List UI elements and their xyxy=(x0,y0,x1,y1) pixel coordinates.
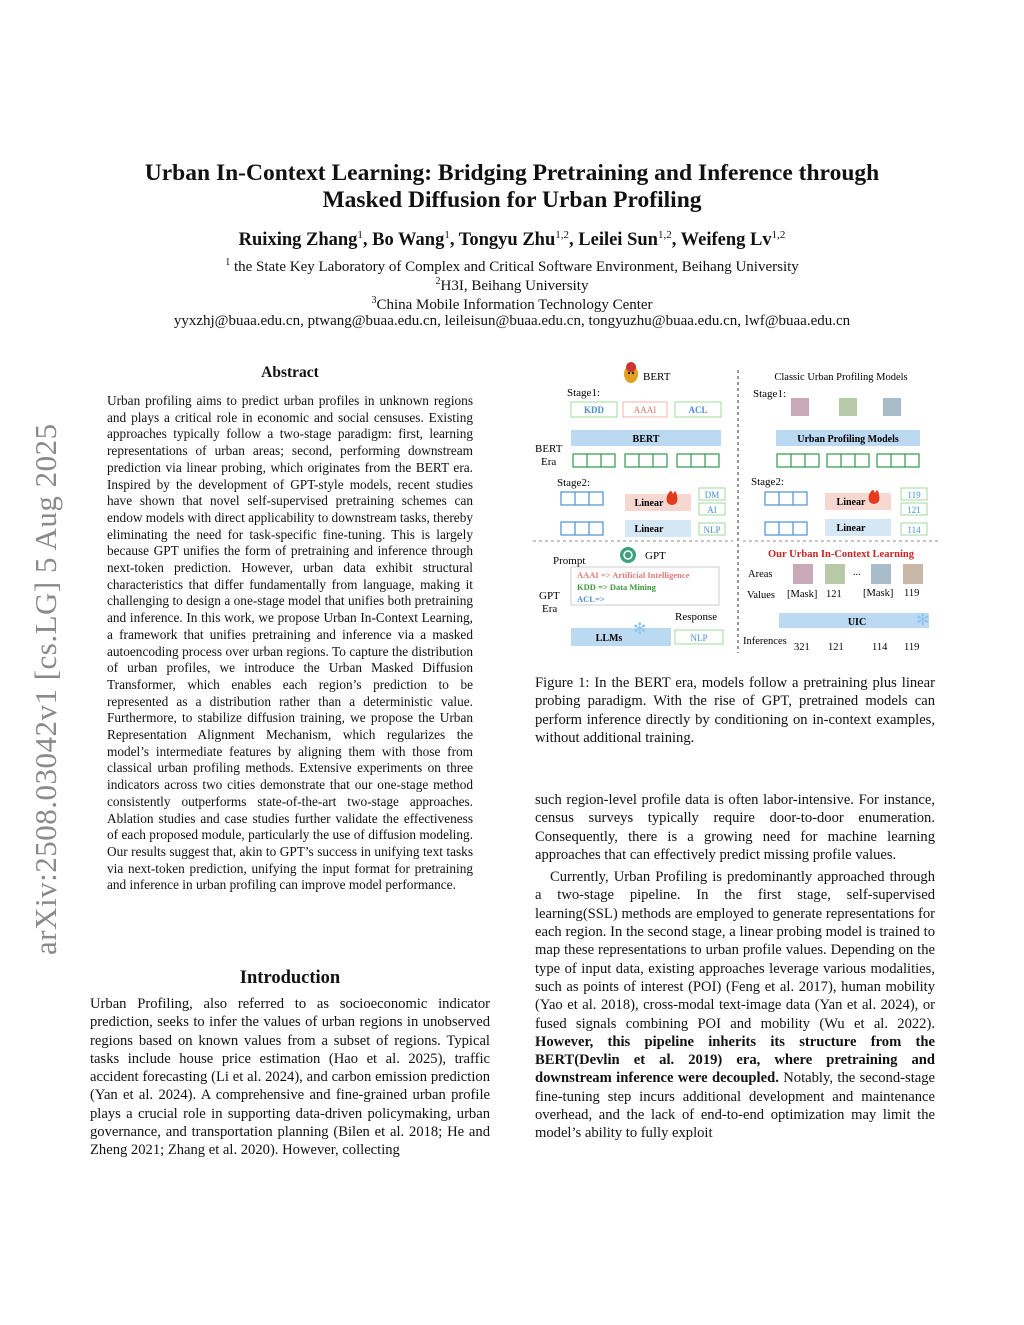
author-sup: 1 xyxy=(357,229,363,241)
affiliation-2 xyxy=(100,276,924,295)
aff-sup: 3 xyxy=(371,295,377,306)
author-name: Weifeng Lv xyxy=(680,230,772,251)
aff-text: the State Key Laboratory of Complex and Critical Software Environment, Beihang University xyxy=(230,259,799,275)
inference-3: 114 xyxy=(872,642,888,653)
value-1: [Mask] xyxy=(787,589,818,600)
bert-box-label: BERT xyxy=(632,434,660,445)
linear-label-2: Linear xyxy=(634,524,664,535)
urban-embedding-row-2 xyxy=(765,492,807,535)
urban-embedding-row-1 xyxy=(777,454,919,467)
gpt-logo-icon xyxy=(620,547,636,563)
arxiv-sidebar xyxy=(28,375,63,955)
title-line-1: Urban In-Context Learning: Bridging Pretraining and Inference through xyxy=(144,160,880,186)
author-list: Ruixing Zhang$^1$, Bo Wang$^1$, Tongyu Zhu$^{1,2}$, Leilei Sun$^{1,2}$, Weifeng Lv$^{1,2}$ xyxy=(238,229,786,251)
urban-panel xyxy=(743,372,938,653)
para2-bold: However, this pipeline inherits its structure from the BERT(Devlin et al. 2019) era, where pretraining and downstream inference were decoupled. xyxy=(535,1033,935,1087)
stage2-label-right: Stage2: xyxy=(751,476,784,488)
linear-label-1: Linear xyxy=(634,498,664,509)
introduction-heading: Introduction xyxy=(239,968,341,988)
out-119: 119 xyxy=(907,490,921,500)
fire-icon xyxy=(667,491,678,505)
figure-1-svg xyxy=(533,358,938,658)
intro-paragraph: Urban Profiling, also referred to as socioeconomic indicator prediction, seeks to infer the values of urban regions in unobserved regions based on known values from a subset of regions. Typical tasks include house price estimation (Hao et al. 2025), traffic accident forecasting (Li et al. 2024), and carbon emission prediction (Yan et al. 2024). A comprehensive and fine-grained urban profile plays a crucial role in supporting data-driven policymaking, urban governance, and transportation planning (Bilen et al. 2018; He and Zheng 2021; Zhang et al. 2020). However, collecting xyxy=(90,996,490,1159)
author-sup: 1,2 xyxy=(555,229,570,241)
arxiv-id: arXiv:2508.03042v1 [cs.LG] 5 Aug 2025 xyxy=(28,423,63,955)
out-121: 121 xyxy=(907,505,921,515)
para2-text-a: Currently, Urban Profiling is predominantly approached through a two-stage pipeline. In the first stage, self-supervised learning(SSL) methods are employed to generate representations for each region. In the second stage, a linear probing model is trained to map these representations to urban profile values. Depending on the type of input data, existing approaches leverage various modalities, such as points of interest (POI) (Feng et al. 2017), human mobility (Yao et al. 2018), cross-modal text-image data (Yan et al. 2024), or fused signals combining POI and mobility (Wu et al. 2022). xyxy=(535,869,935,1032)
value-4: 119 xyxy=(904,588,920,599)
upm-box-label: Urban Profiling Models xyxy=(797,434,899,445)
inferences-label: Inferences xyxy=(743,636,787,647)
author-sup: 1,2 xyxy=(657,229,672,241)
out-114: 114 xyxy=(907,525,921,535)
para2-text-b: Notably, the second-stage fine-tuning step incurs additional development and maintenance overhead, and the lack of end-to-end optimization may limit the model’s ability to fully exploit xyxy=(535,1070,935,1142)
satellite-tiles-top xyxy=(791,398,901,416)
urban-linear-label-2: Linear xyxy=(836,523,866,534)
author-emails: yyxzhj@buaa.edu.cn, ptwang@buaa.edu.cn, leileisun@buaa.edu.cn, tongyuzhu@buaa.edu.cn, lwf@buaa.edu.cn xyxy=(173,313,851,329)
urban-linear-label-1: Linear xyxy=(836,497,866,508)
paper-title xyxy=(100,160,924,214)
author-sup: 1,2 xyxy=(771,229,786,241)
figure-caption: Figure 1: In the BERT era, models follow a pretraining plus linear probing paradigm. With the rise of GPT, pretrained models can perform inference directly by conditioning on in-context examples, without additional training. xyxy=(535,675,935,746)
affiliation-3 xyxy=(100,295,924,314)
prompt-line-2: KDD => Data Mining xyxy=(577,582,656,592)
gpt-era-label-2: Era xyxy=(542,603,558,615)
author-sup: 1 xyxy=(444,229,450,241)
value-2: 121 xyxy=(826,589,842,600)
inference-1: 321 xyxy=(794,642,810,653)
areas-dots: ... xyxy=(853,567,861,578)
tag-kdd: KDD xyxy=(584,405,604,415)
stage2-label-left: Stage2: xyxy=(557,477,590,489)
classic-upm-label: Classic Urban Profiling Models xyxy=(774,372,908,383)
bert-mascot-icon xyxy=(624,362,638,383)
prompt-line-3: ACL=> xyxy=(577,594,605,604)
embedding-row-1 xyxy=(573,454,719,467)
gpt-era-label-1: GPT xyxy=(539,590,560,602)
uic-label: UIC xyxy=(847,617,867,628)
gpt-label: GPT xyxy=(645,550,666,562)
response-nlp: NLP xyxy=(690,633,708,643)
prompt-label: Prompt xyxy=(553,555,586,567)
tag-acl: ACL xyxy=(688,405,708,415)
embedding-row-2 xyxy=(561,492,603,535)
out-dm: DM xyxy=(704,490,720,500)
uic-snowflake-icon: ✻ xyxy=(916,612,930,629)
bert-era-label-1: BERT xyxy=(535,443,563,455)
right-column-text xyxy=(535,791,935,1143)
figure-1 xyxy=(533,358,938,658)
abstract-text: Urban profiling aims to predict urban profiles in unknown regions and plays a critical role in economic and social censuses. Existing approaches typically follow a two-stage paradigm: first, learning representations of urban areas; second, performing downstream prediction via linear probing, which originates from the BERT era. Inspired by the development of GPT-style models, recent studies have shown that novel self-supervised pretraining schemes can endow models with direct applicability to downstream tasks, thereby eliminating the need for task-specific fine-tuning. This is largely because GPT unifies the form of pretraining and inference through next-token prediction. However, urban data exhibit structural characteristics that differ fundamentally from language, making it challenging to design a one-stage model that unifies both pretraining and inference. In this work, we propose Urban In-Context Learning, a framework that unifies pretraining and inference via a masked autoencoding process over urban regions. To capture the distribution of urban profiles, we introduce the Urban Masked Diffusion Transformer, which enables each region’s prediction to be represented as a distribution rather than a deterministic value. Furthermore, to stabilize diffusion training, we propose the Urban Representation Alignment Mechanism, which regularizes the model’s intermediate features by aligning them with those from classical urban profiling methods. Extensive experiments on three indicators across two cities demonstrate that our one-stage method consistently outperforms state-of-the-art two-stage approaches. Ablation studies and case studies further validate the effectiveness of each proposed module, particularly the use of diffusion modeling. Our results suggest that, akin to GPT’s success in unifying text tasks via next-token prediction, unifying the input format for pretraining and inference in urban profiling can improve model performance. xyxy=(107,393,473,893)
author-name: Ruixing Zhang xyxy=(238,230,358,251)
value-3: [Mask] xyxy=(863,588,894,599)
author-name: Bo Wang xyxy=(372,230,445,251)
affiliation-1 xyxy=(100,257,924,276)
llms-label: LLMs xyxy=(595,633,623,644)
bert-label: BERT xyxy=(643,371,671,383)
abstract-heading: Abstract xyxy=(261,364,319,381)
out-ai: AI xyxy=(707,505,717,515)
stage1-label-right: Stage1: xyxy=(753,388,786,400)
author-name: Leilei Sun xyxy=(578,230,658,251)
aff-text: China Mobile Information Technology Center xyxy=(376,297,653,313)
right-paragraph-2 xyxy=(535,868,935,1142)
urban-fire-icon xyxy=(869,490,880,504)
bert-era-panel xyxy=(533,362,733,646)
response-label: Response xyxy=(675,611,718,623)
aff-text: H3I, Beihang University xyxy=(440,278,589,294)
snowflake-icon: ✻ xyxy=(633,621,647,638)
areas-label: Areas xyxy=(748,569,773,580)
tag-aaai: AAAI xyxy=(633,405,657,415)
bert-era-label-2: Era xyxy=(541,456,557,468)
ours-label: Our Urban In-Context Learning xyxy=(768,549,914,560)
stage1-label-left: Stage1: xyxy=(567,387,600,399)
inference-4: 119 xyxy=(904,642,920,653)
aff-sup: 2 xyxy=(435,276,441,287)
out-nlp: NLP xyxy=(703,525,721,535)
right-paragraph-1: such region-level profile data is often labor-intensive. For instance, census surveys typically require door-to-door enumeration. Consequently, there is a growing need for machine learning approaches that can effectively predict missing profile values. xyxy=(535,792,935,863)
values-label: Values xyxy=(747,590,775,601)
introduction-text xyxy=(90,995,490,1160)
author-name: Tongyu Zhu xyxy=(458,230,556,251)
prompt-line-1: AAAI => Artificial Intelligence xyxy=(577,570,690,580)
title-line-2: Masked Diffusion for Urban Profiling xyxy=(322,187,702,213)
aff-sup: 1 xyxy=(225,257,231,268)
inference-2: 121 xyxy=(828,642,844,653)
